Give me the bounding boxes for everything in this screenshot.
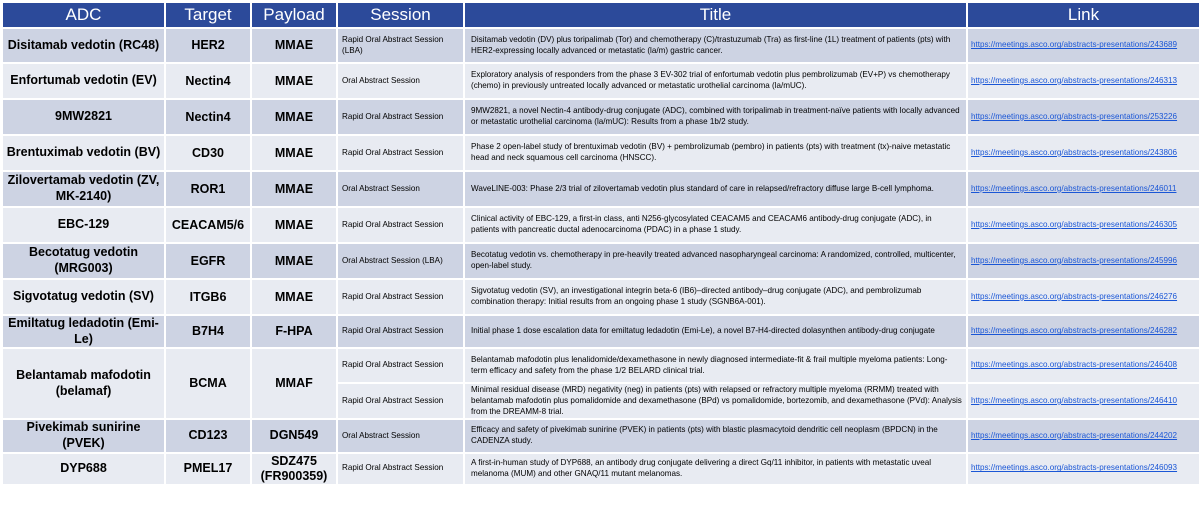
abstract-link[interactable]: https://meetings.asco.org/abstracts-presentations/246276 [971, 291, 1178, 301]
session-cell: Oral Abstract Session [337, 63, 464, 99]
table-row [2, 315, 1200, 348]
target-cell: CEACAM5/6 [165, 207, 251, 243]
title-cell: Disitamab vedotin (DV) plus toripalimab (Tor) and chemotherapy (C)/trastuzumab (Tra) as first-line (1L) treatment of patients (pts) with HER2-expressing locally advanced or metastatic (la/m) gastric cancer. [464, 28, 967, 63]
table-row [2, 28, 1200, 63]
table-row [2, 419, 1200, 452]
table-row [2, 99, 1200, 135]
table-row [2, 453, 1200, 485]
table-row [2, 243, 1200, 279]
link-cell [967, 28, 1200, 63]
link-cell [967, 99, 1200, 135]
payload-cell: MMAE [251, 135, 337, 171]
adc-cell: EBC-129 [2, 207, 165, 243]
link-cell [967, 63, 1200, 99]
abstract-link[interactable]: https://meetings.asco.org/abstracts-presentations/246408 [971, 360, 1178, 370]
header-adc: ADC [2, 2, 165, 28]
link-cell [967, 348, 1200, 383]
payload-cell: DGN549 [251, 419, 337, 452]
adc-cell: Emiltatug ledadotin (Emi-Le) [2, 315, 165, 348]
target-cell: CD30 [165, 135, 251, 171]
payload-cell: MMAE [251, 279, 337, 315]
target-cell: HER2 [165, 28, 251, 63]
target-cell: EGFR [165, 243, 251, 279]
title-cell: Belantamab mafodotin plus lenalidomide/dexamethasone in newly diagnosed intermediate-fit & frail multiple myeloma patients: Long-term efficacy and safety from the phase 1/2 BELARD clinical trial. [464, 348, 967, 383]
adc-cell: Zilovertamab vedotin (ZV, MK-2140) [2, 171, 165, 207]
table-row [2, 207, 1200, 243]
payload-cell: SDZ475 (FR900359) [251, 453, 337, 485]
adc-cell: 9MW2821 [2, 99, 165, 135]
session-cell: Oral Abstract Session (LBA) [337, 243, 464, 279]
adc-table [1, 1, 1200, 486]
link-cell [967, 315, 1200, 348]
abstract-link[interactable]: https://meetings.asco.org/abstracts-presentations/246305 [971, 219, 1178, 229]
link-cell [967, 135, 1200, 171]
adc-cell: Pivekimab sunirine (PVEK) [2, 419, 165, 452]
title-cell: WaveLINE-003: Phase 2/3 trial of zilovertamab vedotin plus standard of care in relapsed/refractory diffuse large B-cell lymphoma. [464, 171, 967, 207]
title-cell: Clinical activity of EBC-129, a first-in class, anti N256-glycosylated CEACAM5 and CEACAM6 antibody-drug conjugate (ADC), in patients with pancreatic ductal adenocarcinoma (PDAC) in a phase 1 study. [464, 207, 967, 243]
session-cell: Oral Abstract Session [337, 419, 464, 452]
title-cell: Phase 2 open-label study of brentuximab vedotin (BV) + pembrolizumab (pembro) in patients (pts) with treatment (tx)-naive metastatic head and neck squamous cell carcinoma (HNSCC). [464, 135, 967, 171]
target-cell: BCMA [165, 348, 251, 419]
title-cell: Initial phase 1 dose escalation data for emiltatug ledadotin (Emi-Le), a novel B7-H4-directed dolasynthen antibody-drug conjugate [464, 315, 967, 348]
abstract-link[interactable]: https://meetings.asco.org/abstracts-presentations/245996 [971, 255, 1178, 265]
table-row [2, 279, 1200, 315]
title-cell: 9MW2821, a novel Nectin-4 antibody-drug conjugate (ADC), combined with toripalimab in treatment-naïve patients with locally advanced or metastatic urothelial carcinoma (la/mUC): Results from a phase 1b/2 study. [464, 99, 967, 135]
title-cell: Sigvotatug vedotin (SV), an investigational integrin beta-6 (IB6)–directed antibody–drug conjugate (ADC), and pembrolizumab combination therapy: Initial results from an ongoing phase 1 study (SGNB6A-001). [464, 279, 967, 315]
title-cell: Becotatug vedotin vs. chemotherapy in pre-heavily treated advanced nasopharyngeal carcinoma: A randomized, controlled, multicenter, open-label study. [464, 243, 967, 279]
target-cell: CD123 [165, 419, 251, 452]
link-cell [967, 453, 1200, 485]
table-row [2, 135, 1200, 171]
abstract-link[interactable]: https://meetings.asco.org/abstracts-presentations/246093 [971, 463, 1178, 473]
payload-cell: F-HPA [251, 315, 337, 348]
adc-cell: Becotatug vedotin (MRG003) [2, 243, 165, 279]
header-session: Session [337, 2, 464, 28]
table-row [2, 63, 1200, 99]
session-cell: Rapid Oral Abstract Session [337, 279, 464, 315]
session-cell: Rapid Oral Abstract Session [337, 207, 464, 243]
target-cell: B7H4 [165, 315, 251, 348]
link-cell [967, 383, 1200, 419]
payload-cell: MMAE [251, 171, 337, 207]
title-cell: A first-in-human study of DYP688, an antibody drug conjugate delivering a direct Gq/11 inhibitor, in patients with metastatic uveal melanoma (MUM) and other GNAQ/11 mutant melanomas. [464, 453, 967, 485]
adc-cell: Sigvotatug vedotin (SV) [2, 279, 165, 315]
header-title: Title [464, 2, 967, 28]
header-payload: Payload [251, 2, 337, 28]
link-cell [967, 171, 1200, 207]
adc-cell: Enfortumab vedotin (EV) [2, 63, 165, 99]
table-row [2, 171, 1200, 207]
session-cell: Rapid Oral Abstract Session [337, 453, 464, 485]
payload-cell: MMAF [251, 348, 337, 419]
abstract-link[interactable]: https://meetings.asco.org/abstracts-presentations/253226 [971, 111, 1178, 121]
abstract-link[interactable]: https://meetings.asco.org/abstracts-presentations/246011 [971, 183, 1177, 193]
adc-cell: Belantamab mafodotin (belamaf) [2, 348, 165, 419]
header-link: Link [967, 2, 1200, 28]
adc-cell: Brentuximab vedotin (BV) [2, 135, 165, 171]
abstract-link[interactable]: https://meetings.asco.org/abstracts-presentations/243689 [971, 40, 1178, 50]
session-cell: Oral Abstract Session [337, 171, 464, 207]
payload-cell: MMAE [251, 99, 337, 135]
header-row [2, 2, 1200, 28]
abstract-link[interactable]: https://meetings.asco.org/abstracts-presentations/246313 [971, 75, 1178, 85]
session-cell: Rapid Oral Abstract Session [337, 99, 464, 135]
session-cell: Rapid Oral Abstract Session [337, 383, 464, 419]
session-cell: Rapid Oral Abstract Session [337, 315, 464, 348]
abstract-link[interactable]: https://meetings.asco.org/abstracts-presentations/246410 [971, 395, 1178, 405]
payload-cell: MMAE [251, 243, 337, 279]
abstract-link[interactable]: https://meetings.asco.org/abstracts-presentations/246282 [971, 326, 1178, 336]
title-cell: Minimal residual disease (MRD) negativity (neg) in patients (pts) with relapsed or refractory multiple myeloma (RRMM) treated with belantamab mafodotin plus pomalidomide and dexamethasone (BPd) vs pomalidomide, bortezomib, and dexamethasone (PVd): Analysis from the DREAMM-8 trial. [464, 383, 967, 419]
session-cell: Rapid Oral Abstract Session [337, 348, 464, 383]
session-cell: Rapid Oral Abstract Session [337, 135, 464, 171]
target-cell: PMEL17 [165, 453, 251, 485]
table-row [2, 348, 1200, 383]
title-cell: Exploratory analysis of responders from the phase 3 EV-302 trial of enfortumab vedotin plus pembrolizumab (EV+P) vs chemotherapy (chemo) in previously untreated locally advanced or metastatic urothelial carcinoma (la/mUC). [464, 63, 967, 99]
adc-cell: DYP688 [2, 453, 165, 485]
abstract-link[interactable]: https://meetings.asco.org/abstracts-presentations/244202 [971, 430, 1178, 440]
session-cell: Rapid Oral Abstract Session (LBA) [337, 28, 464, 63]
title-cell: Efficacy and safety of pivekimab sunirine (PVEK) in patients (pts) with blastic plasmacytoid dendritic cell neoplasm (BPDCN) in the CADENZA study. [464, 419, 967, 452]
abstract-link[interactable]: https://meetings.asco.org/abstracts-presentations/243806 [971, 147, 1178, 157]
link-cell [967, 419, 1200, 452]
link-cell [967, 243, 1200, 279]
link-cell [967, 279, 1200, 315]
target-cell: Nectin4 [165, 63, 251, 99]
payload-cell: MMAE [251, 28, 337, 63]
adc-cell: Disitamab vedotin (RC48) [2, 28, 165, 63]
link-cell [967, 207, 1200, 243]
target-cell: Nectin4 [165, 99, 251, 135]
header-target: Target [165, 2, 251, 28]
target-cell: ROR1 [165, 171, 251, 207]
payload-cell: MMAE [251, 63, 337, 99]
payload-cell: MMAE [251, 207, 337, 243]
target-cell: ITGB6 [165, 279, 251, 315]
